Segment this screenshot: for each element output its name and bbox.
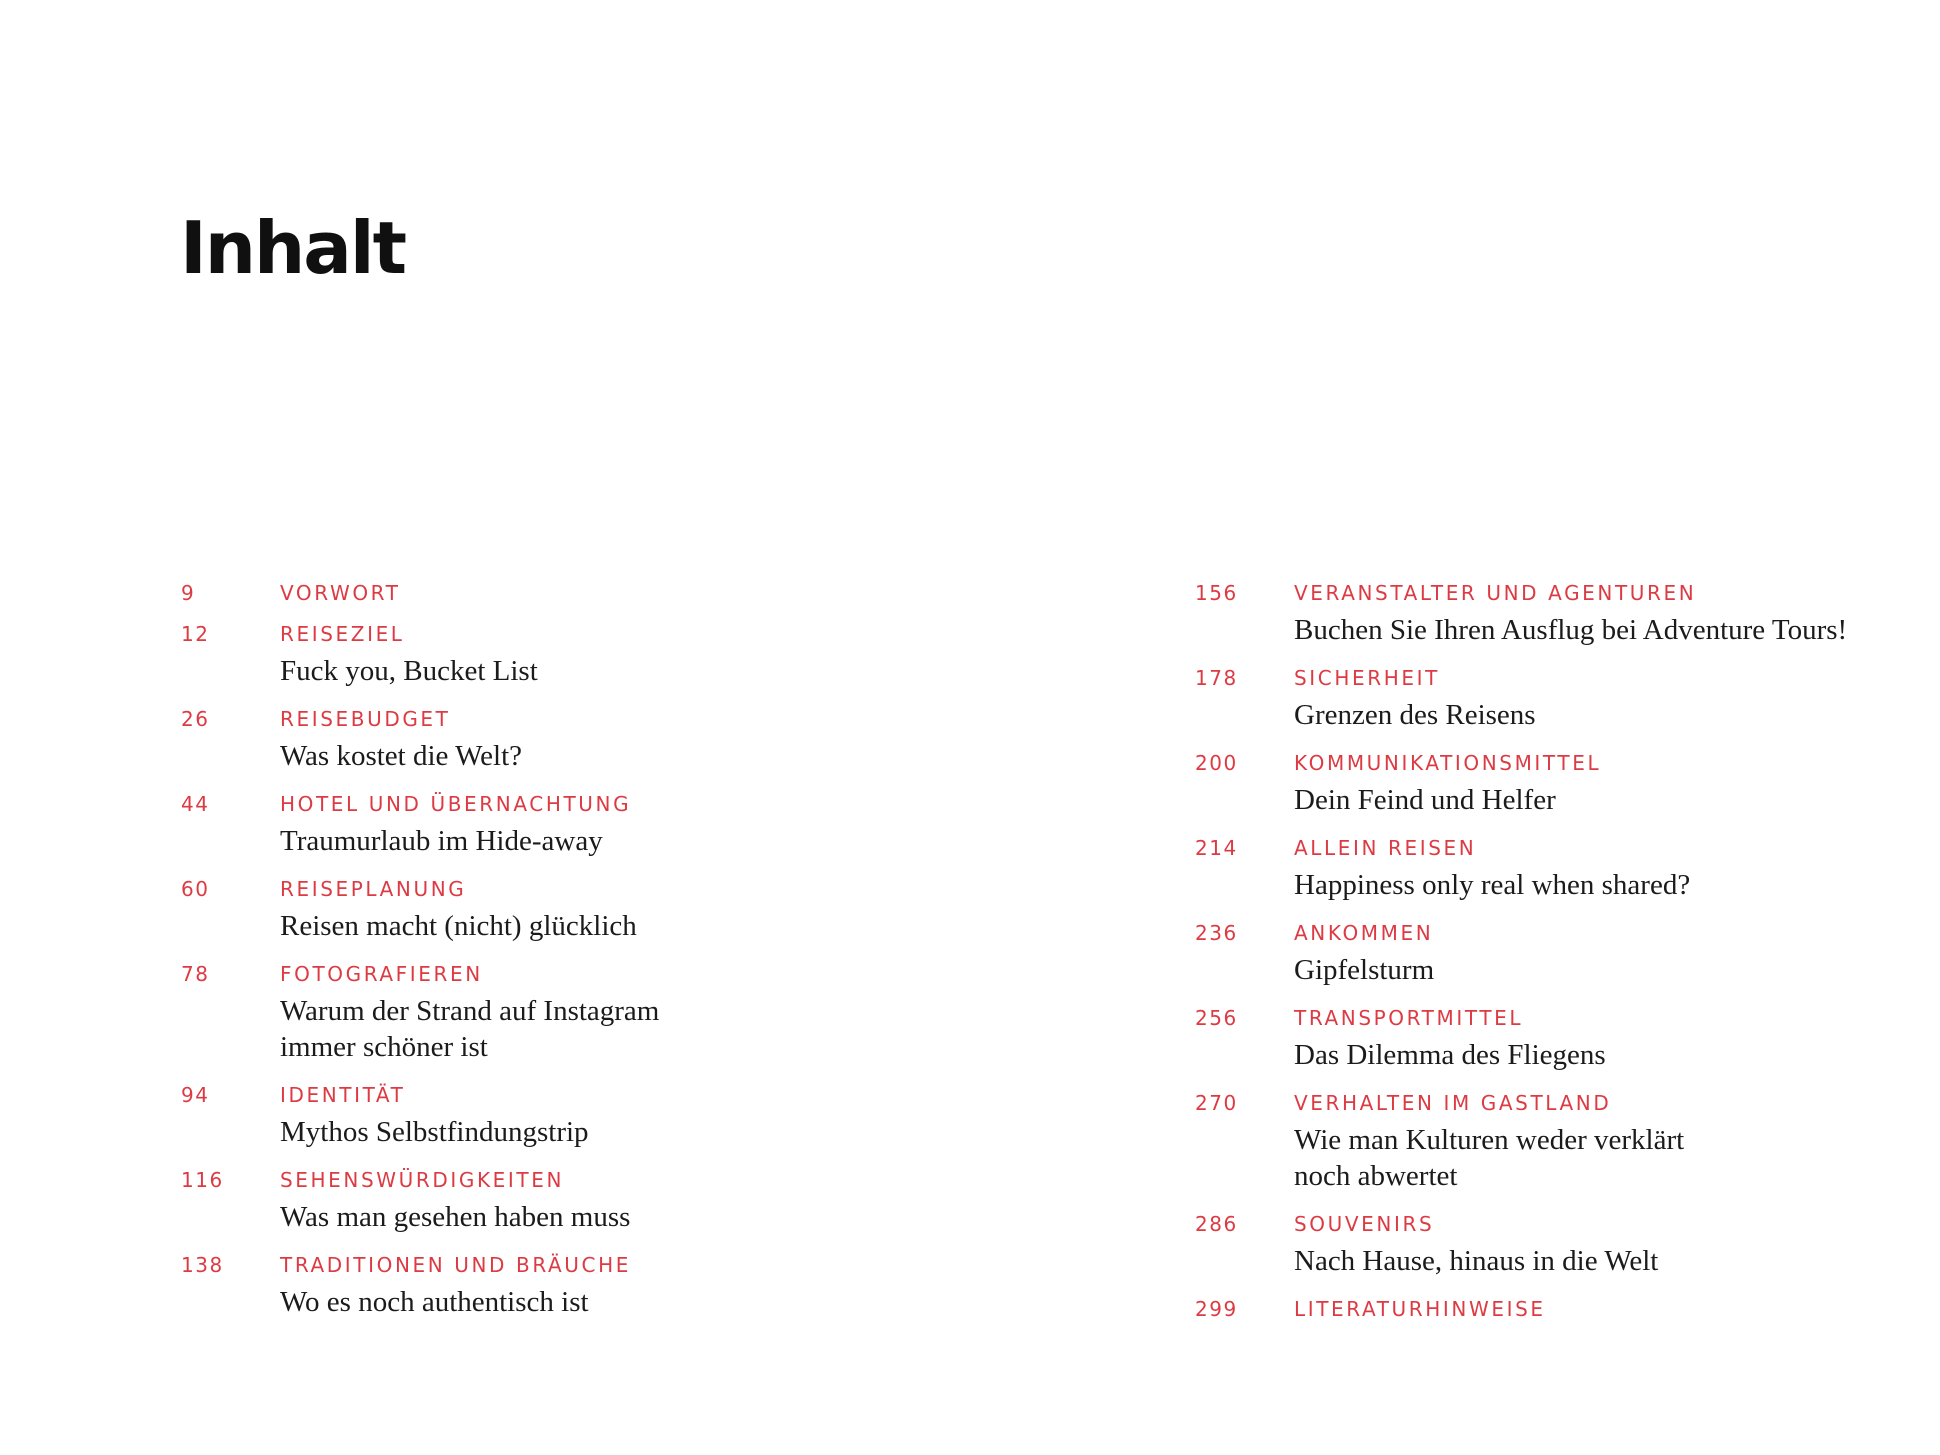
toc-page-number: 138 xyxy=(181,1253,224,1277)
toc-chapter-heading: REISEPLANUNG xyxy=(280,877,467,901)
toc-entry xyxy=(1195,837,1940,903)
toc-page-number: 116 xyxy=(181,1168,224,1192)
toc-chapter-heading: LITERATURHINWEISE xyxy=(1294,1297,1546,1321)
toc-chapter-subtitle-line: Buchen Sie Ihren Ausflug bei Adventure Tours! xyxy=(1294,614,1848,646)
toc-chapter-heading: FOTOGRAFIEREN xyxy=(280,962,483,986)
toc-chapter-subtitle-line: Wo es noch authentisch ist xyxy=(280,1286,589,1318)
toc-chapter-subtitle xyxy=(1294,1243,1940,1279)
toc-entry-text xyxy=(1294,752,1940,818)
toc-page-number: 178 xyxy=(1195,666,1238,690)
toc-page-number: 156 xyxy=(1195,581,1238,605)
toc-entry-text xyxy=(1294,582,1940,648)
toc-chapter-subtitle xyxy=(280,1114,941,1150)
toc-entry-text xyxy=(1294,667,1940,733)
toc-entry-text xyxy=(280,963,941,1065)
toc-entry xyxy=(1195,1213,1940,1279)
toc-chapter-subtitle-line: Wie man Kulturen weder verklärt xyxy=(1294,1124,1685,1156)
toc-chapter-subtitle xyxy=(1294,867,1940,903)
toc-chapter-heading: TRANSPORTMITTEL xyxy=(1294,1006,1524,1030)
toc-page-number: 236 xyxy=(1195,921,1238,945)
toc-chapter-subtitle xyxy=(280,993,941,1065)
page-title: Inhalt xyxy=(180,206,405,290)
toc-page-number: 12 xyxy=(181,622,210,646)
toc-chapter-subtitle xyxy=(1294,697,1940,733)
toc-entry xyxy=(181,623,941,689)
toc-chapter-heading: VERANSTALTER UND AGENTUREN xyxy=(1294,581,1697,605)
toc-entry xyxy=(1195,1298,1940,1320)
toc-chapter-heading: TRADITIONEN UND BRÄUCHE xyxy=(280,1253,631,1277)
toc-chapter-heading: REISEBUDGET xyxy=(280,707,451,731)
toc-chapter-subtitle-line: Mythos Selbstfindungstrip xyxy=(280,1116,589,1148)
toc-chapter-subtitle-line: Nach Hause, hinaus in die Welt xyxy=(1294,1245,1659,1277)
toc-entry xyxy=(1195,667,1940,733)
toc-chapter-subtitle xyxy=(1294,612,1940,648)
toc-entry-text xyxy=(1294,1213,1940,1279)
toc-entry-text xyxy=(1294,1092,1940,1194)
toc-page-number: 26 xyxy=(181,707,210,731)
toc-chapter-subtitle-line: Warum der Strand auf Instagram xyxy=(280,995,660,1027)
toc-chapter-subtitle-line: Dein Feind und Helfer xyxy=(1294,784,1556,816)
toc-chapter-subtitle xyxy=(280,1284,941,1320)
toc-entry xyxy=(1195,922,1940,988)
toc-entry xyxy=(181,1084,941,1150)
toc-chapter-heading: ANKOMMEN xyxy=(1294,921,1434,945)
toc-chapter-subtitle-line: Happiness only real when shared? xyxy=(1294,869,1691,901)
toc-chapter-subtitle xyxy=(1294,952,1940,988)
toc-chapter-subtitle xyxy=(280,1199,941,1235)
toc-page-number: 60 xyxy=(181,877,210,901)
toc-chapter-heading: SOUVENIRS xyxy=(1294,1212,1435,1236)
toc-chapter-heading: SEHENSWÜRDIGKEITEN xyxy=(280,1168,565,1192)
toc-entry-text xyxy=(280,1254,941,1320)
toc-chapter-subtitle-line: Gipfelsturm xyxy=(1294,954,1435,986)
toc-entry-text xyxy=(280,582,941,604)
toc-entry xyxy=(181,878,941,944)
toc-column-left xyxy=(181,582,941,1339)
toc-chapter-subtitle-line: Grenzen des Reisens xyxy=(1294,699,1536,731)
toc-chapter-subtitle-line: Was kostet die Welt? xyxy=(280,740,523,772)
toc-entry xyxy=(1195,1007,1940,1073)
toc-page-number: 214 xyxy=(1195,836,1238,860)
toc-chapter-subtitle xyxy=(280,653,941,689)
toc-chapter-subtitle-line: Reisen macht (nicht) glücklich xyxy=(280,910,637,942)
toc-page-number: 78 xyxy=(181,962,210,986)
toc-chapter-heading: VORWORT xyxy=(280,581,401,605)
toc-chapter-heading: VERHALTEN IM GASTLAND xyxy=(1294,1091,1612,1115)
toc-entry xyxy=(181,963,941,1065)
toc-page-number: 256 xyxy=(1195,1006,1238,1030)
toc-entry-text xyxy=(280,1169,941,1235)
toc-entry xyxy=(181,1169,941,1235)
toc-chapter-subtitle xyxy=(1294,782,1940,818)
toc-page-number: 9 xyxy=(181,581,196,605)
toc-chapter-subtitle-line: Traumurlaub im Hide-away xyxy=(280,825,603,857)
toc-chapter-heading: ALLEIN REISEN xyxy=(1294,836,1477,860)
toc-entry-text xyxy=(1294,837,1940,903)
toc-chapter-heading: IDENTITÄT xyxy=(280,1083,406,1107)
toc-entry xyxy=(181,1254,941,1320)
toc-chapter-heading: SICHERHEIT xyxy=(1294,666,1440,690)
toc-page-number: 299 xyxy=(1195,1297,1238,1321)
toc-chapter-subtitle-line: immer schöner ist xyxy=(280,1031,488,1063)
toc-entry-text xyxy=(280,878,941,944)
toc-entry xyxy=(1195,582,1940,648)
toc-chapter-heading: HOTEL UND ÜBERNACHTUNG xyxy=(280,792,632,816)
toc-page-number: 200 xyxy=(1195,751,1238,775)
toc-entry xyxy=(181,793,941,859)
toc-chapter-subtitle-line: Was man gesehen haben muss xyxy=(280,1201,631,1233)
toc-column-right xyxy=(1195,582,1940,1339)
toc-page-number: 270 xyxy=(1195,1091,1238,1115)
toc-chapter-subtitle-line: noch abwertet xyxy=(1294,1160,1458,1192)
toc-entry-text xyxy=(280,708,941,774)
toc-entry-text xyxy=(1294,1298,1940,1320)
toc-entry-text xyxy=(1294,1007,1940,1073)
toc-chapter-subtitle-line: Fuck you, Bucket List xyxy=(280,655,538,687)
toc-chapter-subtitle xyxy=(1294,1037,1940,1073)
toc-entry xyxy=(1195,1092,1940,1194)
toc-chapter-subtitle xyxy=(1294,1122,1940,1194)
toc-chapter-subtitle xyxy=(280,823,941,859)
toc-page-number: 44 xyxy=(181,792,210,816)
toc-chapter-subtitle xyxy=(280,738,941,774)
toc-entry xyxy=(181,708,941,774)
toc-chapter-heading: REISEZIEL xyxy=(280,622,405,646)
toc-entry-text xyxy=(280,623,941,689)
toc-entry-text xyxy=(1294,922,1940,988)
toc-chapter-heading: KOMMUNIKATIONSMITTEL xyxy=(1294,751,1602,775)
toc-entry xyxy=(1195,752,1940,818)
toc-chapter-subtitle xyxy=(280,908,941,944)
toc-page-number: 94 xyxy=(181,1083,210,1107)
toc-chapter-subtitle-line: Das Dilemma des Fliegens xyxy=(1294,1039,1606,1071)
toc-entry-text xyxy=(280,1084,941,1150)
toc-entry xyxy=(181,582,941,604)
toc-page-number: 286 xyxy=(1195,1212,1238,1236)
toc-entry-text xyxy=(280,793,941,859)
